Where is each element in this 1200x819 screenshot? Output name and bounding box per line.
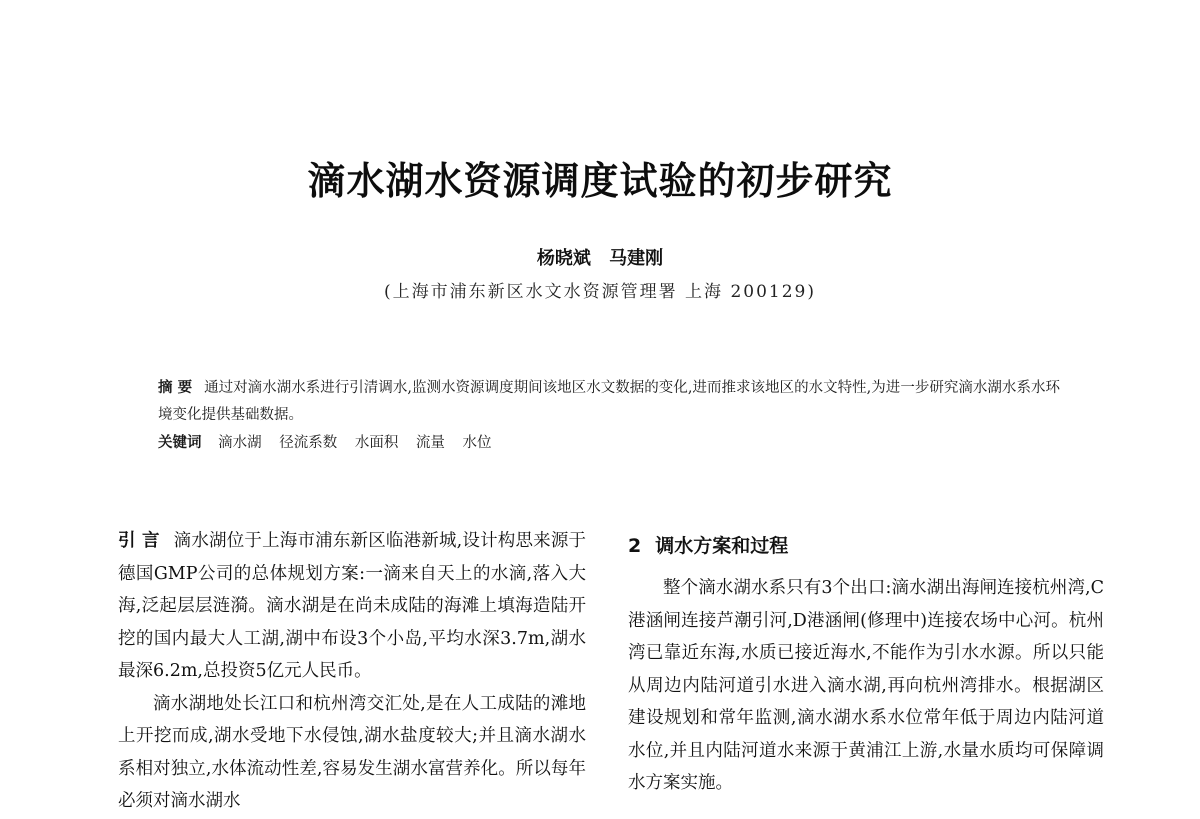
paper-authors: 杨晓斌 马建刚 bbox=[536, 248, 664, 269]
right-column bbox=[628, 530, 1104, 800]
paper-affiliation: (上海市浦东新区水文水资源管理署 上海 200129) bbox=[384, 282, 816, 302]
keyword-item: 水位 bbox=[462, 435, 492, 451]
section-2-title: 调水方案和过程 bbox=[655, 535, 789, 557]
abstract-text: 通过对滴水湖水系进行引清调水,监测水资源调度期间该地区水文数据的变化,进而推求该地区的水文特性,为进一步研究滴水湖水系水环境变化提供基础数据。 bbox=[158, 380, 1060, 423]
abstract-block bbox=[158, 375, 1060, 429]
keyword-item: 水面积 bbox=[354, 435, 399, 451]
section-2-paragraph-1: 整个滴水湖水系只有3个出口:滴水湖出海闸连接杭州湾,C港涵闸连接芦潮引河,D港涵闸(修理中)连接农场中心河。杭州湾已靠近东海,水质已接近海水,不能作为引水水源。所以只能从周边内陆河道引水进入滴水湖,再向杭州湾排水。根据湖区建设规划和常年监测,滴水湖水系水位常年低于周边内陆河道水位,并且内陆河道水来源于黄浦江上游,水量水质均可保障调水方案实施。 bbox=[628, 578, 1104, 793]
paper-title: 滴水湖水资源调度试验的初步研究 bbox=[307, 159, 893, 203]
intro-label: 引 言 bbox=[118, 531, 160, 551]
left-column bbox=[118, 525, 586, 818]
section-2-heading bbox=[628, 530, 1104, 562]
section-2-number: 2 bbox=[628, 535, 642, 557]
keywords-block bbox=[158, 430, 1060, 457]
abstract-label: 摘 要 bbox=[158, 380, 193, 396]
intro-paragraph-1-text: 滴水湖位于上海市浦东新区临港新城,设计构思来源于德国GMP公司的总体规划方案:一滴来自天上的水滴,落入大海,泛起层层涟漪。滴水湖是在尚未成陆的海滩上填海造陆开挖的国内最大人工湖,湖中布设3个小岛,平均水深3.7m,湖水最深6.2m,总投资5亿元人民币。 bbox=[118, 531, 587, 681]
keyword-item: 滴水湖 bbox=[218, 435, 262, 451]
intro-paragraph-2: 滴水湖地处长江口和杭州湾交汇处,是在人工成陆的滩地上开挖而成,湖水受地下水侵蚀,湖水盐度较大;并且滴水湖水系相对独立,水体流动性差,容易发生湖水富营养化。所以每年必须对滴水湖水 bbox=[118, 693, 586, 811]
keyword-item: 径流系数 bbox=[279, 435, 338, 451]
keyword-item: 流量 bbox=[415, 435, 445, 451]
keywords-label: 关键词 bbox=[158, 435, 202, 451]
intro-paragraph-1 bbox=[118, 525, 586, 688]
